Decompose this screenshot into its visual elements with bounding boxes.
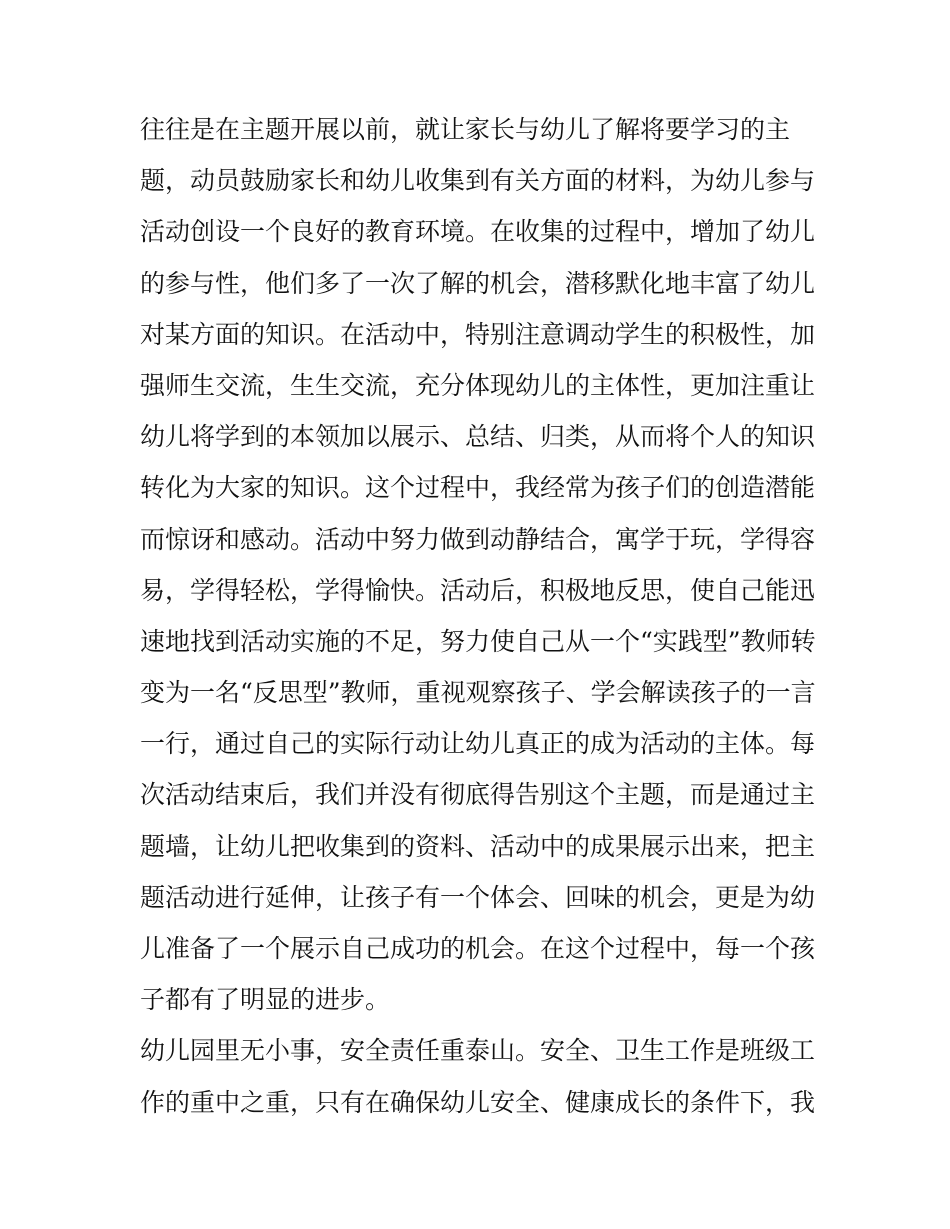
text-line: 往往是在主题开展以前，就让家长与幼儿了解将要学习的主 bbox=[140, 115, 791, 144]
text-line: 的参与性，他们多了一次了解的机会，潜移默化地丰富了幼儿 bbox=[140, 268, 816, 298]
text-line: 儿准备了一个展示自己成功的机会。在这个过程中，每一个孩 bbox=[140, 934, 816, 963]
text-line: 转化为大家的知识。这个过程中，我经常为孩子们的创造潜能 bbox=[140, 473, 816, 503]
text-line: 变为一名“反思型”教师，重视观察孩子、学会解读孩子的一言 bbox=[140, 678, 816, 708]
text-line: 作的重中之重，只有在确保幼儿安全、健康成长的条件下，我 bbox=[140, 1087, 816, 1117]
text-line: 题，动员鼓励家长和幼儿收集到有关方面的材料，为幼儿参与 bbox=[140, 166, 816, 196]
text-line: 强师生交流，生生交流，充分体现幼儿的主体性，更加注重让 bbox=[140, 370, 816, 400]
body-text bbox=[140, 104, 820, 1128]
text-line: 而惊讶和感动。活动中努力做到动静结合，寓学于玩，学得容 bbox=[140, 524, 816, 554]
text-line: 题活动进行延伸，让孩子有一个体会、回味的机会，更是为幼 bbox=[140, 882, 816, 912]
text-line: 题墙，让幼儿把收集到的资料、活动中的成果展示出来，把主 bbox=[140, 831, 816, 861]
text-line: 子都有了明显的进步。 bbox=[140, 985, 391, 1015]
text-line: 一行，通过自己的实际行动让幼儿真正的成为活动的主体。每 bbox=[140, 729, 816, 759]
text-line: 活动创设一个良好的教育环境。在收集的过程中，增加了幼儿 bbox=[140, 217, 816, 247]
text-line: 对某方面的知识。在活动中，特别注意调动学生的积极性，加 bbox=[140, 319, 816, 349]
text-line: 幼儿园里无小事，安全责任重泰山。安全、卫生工作是班级工 bbox=[140, 1036, 816, 1066]
text-line: 幼儿将学到的本领加以展示、总结、归类，从而将个人的知识 bbox=[140, 422, 816, 452]
text-line: 次活动结束后，我们并没有彻底得告别这个主题，而是通过主 bbox=[140, 780, 816, 810]
text-line: 易，学得轻松，学得愉快。活动后，积极地反思，使自己能迅 bbox=[140, 575, 816, 605]
text-line: 速地找到活动实施的不足，努力使自己从一个“实践型”教师转 bbox=[140, 626, 816, 656]
